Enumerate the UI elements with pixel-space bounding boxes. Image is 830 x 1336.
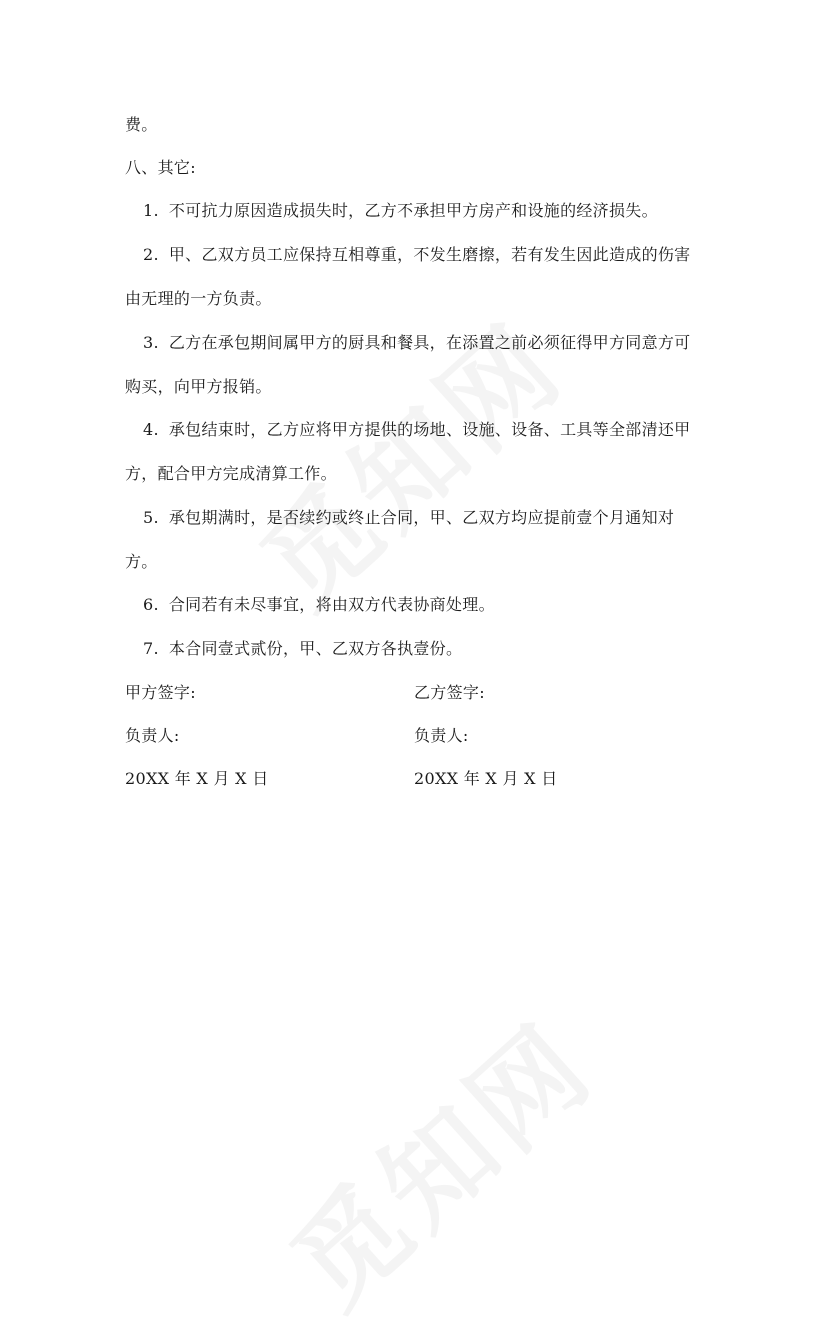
clause-number: 4. bbox=[143, 420, 159, 439]
clause-5 bbox=[143, 508, 674, 528]
watermark-bottom bbox=[253, 982, 622, 1336]
clause-text: 不可抗力原因造成损失时，乙方不承担甲方房产和设施的经济损失。 bbox=[168, 201, 658, 220]
clause-4 bbox=[143, 420, 690, 440]
continuation-text: 费。 bbox=[125, 115, 158, 134]
clause-text: 承包期满时，是否续约或终止合同，甲、乙双方均应提前壹个月通知对 bbox=[168, 508, 675, 527]
clause-text: 承包结束时，乙方应将甲方提供的场地、设施、设备、工具等全部清还甲 bbox=[168, 420, 691, 439]
clause-number: 3. bbox=[143, 333, 159, 352]
clause-1 bbox=[143, 201, 658, 221]
clause-2 bbox=[143, 245, 690, 265]
clause-3-cont: 购买，向甲方报销。 bbox=[125, 377, 272, 396]
party-b-person-label: 负责人: bbox=[414, 726, 469, 745]
party-a-person-label: 负责人: bbox=[125, 726, 180, 745]
party-a-sign-label: 甲方签字: bbox=[125, 683, 196, 702]
party-b-sign-label: 乙方签字: bbox=[414, 683, 485, 702]
clause-number: 7. bbox=[143, 639, 159, 658]
clause-text: 合同若有未尽事宜，将由双方代表协商处理。 bbox=[168, 595, 495, 614]
clause-number: 5. bbox=[143, 508, 159, 527]
clause-2-cont: 由无理的一方负责。 bbox=[125, 289, 272, 308]
clause-3 bbox=[143, 333, 690, 353]
party-b-date: 20XX 年 X 月 X 日 bbox=[414, 769, 558, 788]
clause-7 bbox=[143, 639, 462, 659]
clause-text: 本合同壹式贰份，甲、乙双方各执壹份。 bbox=[168, 639, 463, 658]
clause-6 bbox=[143, 595, 495, 615]
party-a-date: 20XX 年 X 月 X 日 bbox=[125, 769, 269, 788]
section-heading: 八、其它: bbox=[125, 158, 196, 177]
clause-text: 乙方在承包期间属甲方的厨具和餐具，在添置之前必须征得甲方同意方可 bbox=[168, 333, 691, 352]
clause-number: 1. bbox=[143, 201, 159, 220]
clause-number: 6. bbox=[143, 595, 159, 614]
clause-4-cont: 方，配合甲方完成清算工作。 bbox=[125, 464, 337, 483]
clause-5-cont: 方。 bbox=[125, 552, 158, 571]
clause-text: 甲、乙双方员工应保持互相尊重，不发生磨擦，若有发生因此造成的伤害 bbox=[168, 245, 691, 264]
clause-number: 2. bbox=[143, 245, 159, 264]
